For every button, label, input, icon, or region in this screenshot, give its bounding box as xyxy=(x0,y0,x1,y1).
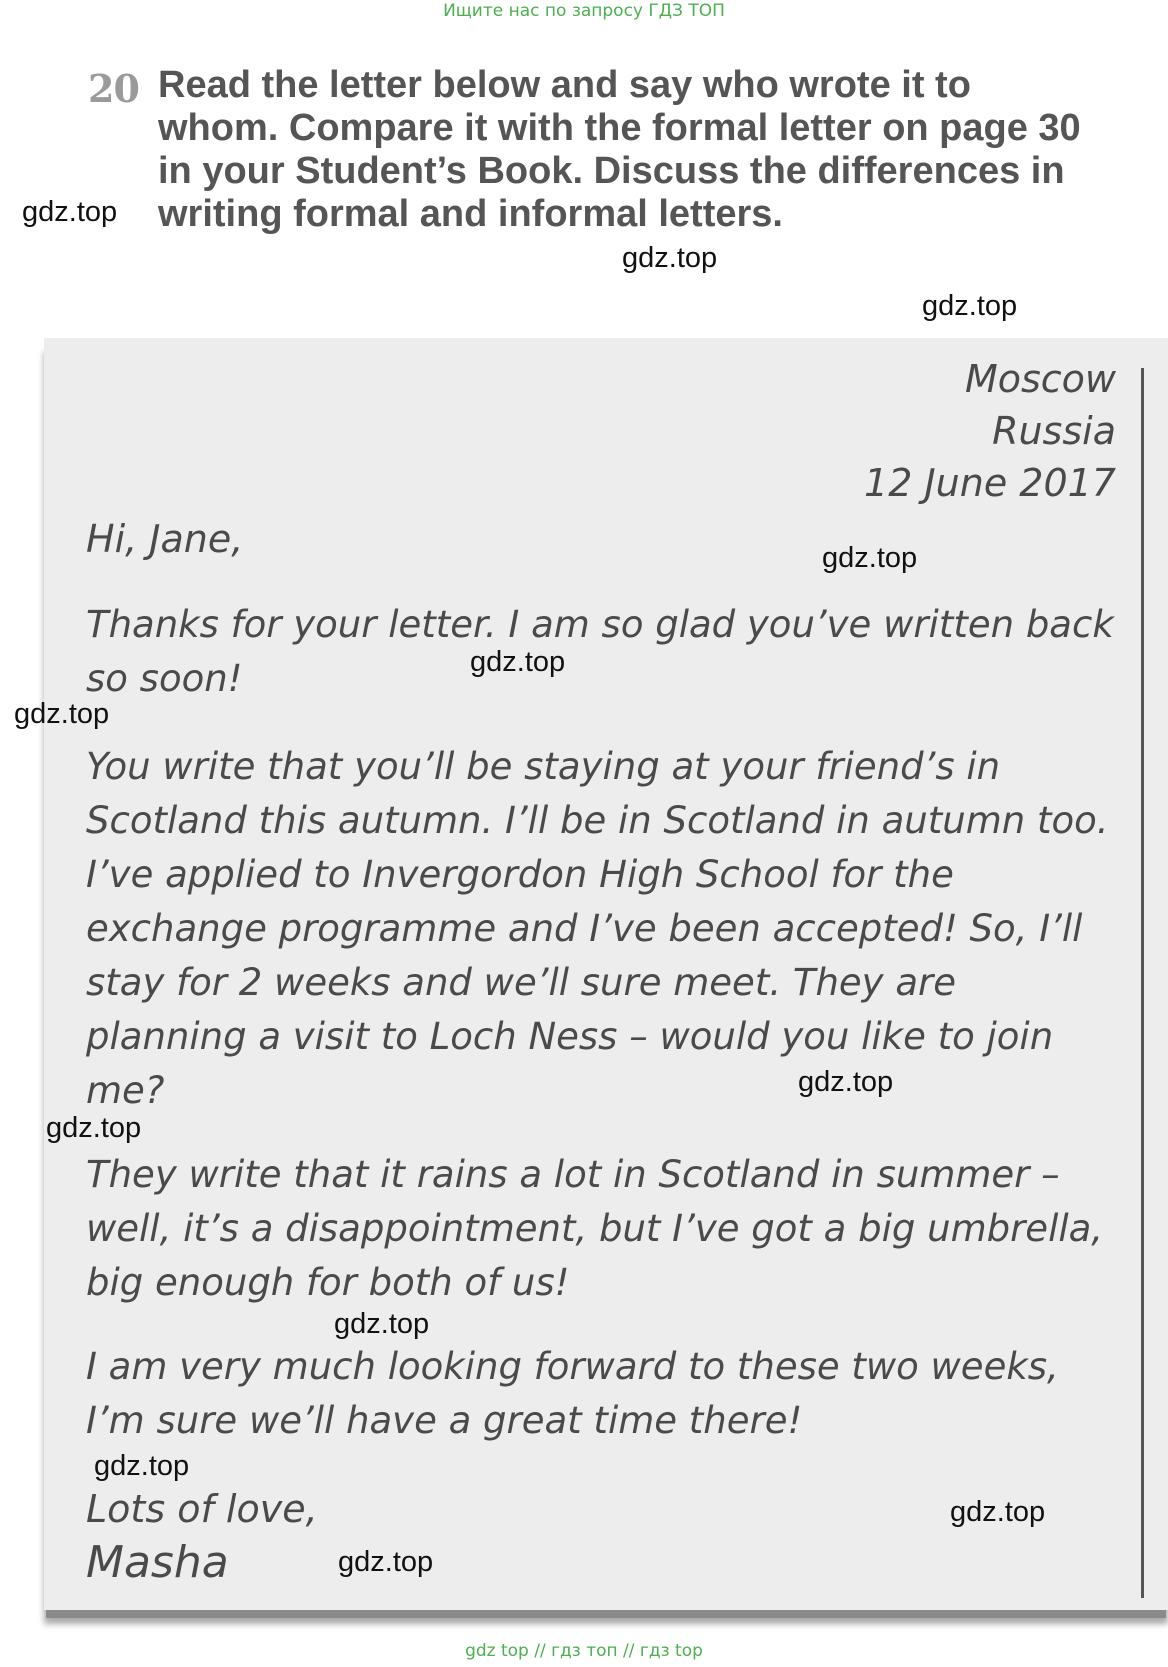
letter-paragraph-3: They write that it rains a lot in Scotland in summer – well, it’s a disappointment, but I’ve got a big umbrella, big enough for both of us! xyxy=(86,1153,1104,1304)
letter-paragraph-1: Thanks for your letter. I am so glad you’ve written back so soon! xyxy=(86,603,1114,700)
watermark: gdz.top xyxy=(822,542,918,574)
watermark: gdz.top xyxy=(22,196,118,228)
watermark: gdz.top xyxy=(94,1450,190,1482)
top-banner: Ищите нас по запросу ГДЗ ТОП xyxy=(443,1,725,21)
bottom-banner: gdz top // гдз топ // гдз top xyxy=(465,1641,703,1661)
letter-country: Russia xyxy=(992,409,1116,453)
watermark: gdz.top xyxy=(622,242,718,274)
letter-date: 12 June 2017 xyxy=(864,461,1116,505)
watermark: gdz.top xyxy=(334,1308,430,1340)
task-instruction: Read the letter below and say who wrote it to whom. Compare it with the formal letter on page 30 in your Student’s Book. Discuss the differences in writing formal and informal letters. xyxy=(158,64,1081,235)
letter-paragraph-4: I am very much looking forward to these two weeks, I’m sure we’ll have a great time there! xyxy=(86,1345,1059,1442)
task-number: 20 xyxy=(88,66,139,111)
watermark: gdz.top xyxy=(338,1546,434,1578)
watermark: gdz.top xyxy=(14,698,110,730)
watermark: gdz.top xyxy=(798,1066,894,1098)
letter-signature: Masha xyxy=(86,1537,229,1588)
letter-edge-line xyxy=(1141,368,1144,1598)
watermark: gdz.top xyxy=(922,290,1018,322)
letter-closing: Lots of love, xyxy=(86,1487,318,1531)
watermark: gdz.top xyxy=(470,646,566,678)
letter-greeting: Hi, Jane, xyxy=(86,517,244,561)
letter-paragraph-2: You write that you’ll be staying at your friend’s in Scotland this autumn. I’ll be in Scotland in autumn too. I’ve applied to Invergordon High School for the exchange programme and I’ve been accepted! So, I’ll stay for 2 weeks and we’ll sure meet. They are planning a visit to Loch Ness – would you like to join me? xyxy=(86,745,1109,1112)
watermark: gdz.top xyxy=(46,1112,142,1144)
letter-city: Moscow xyxy=(964,357,1116,401)
watermark: gdz.top xyxy=(950,1496,1046,1528)
